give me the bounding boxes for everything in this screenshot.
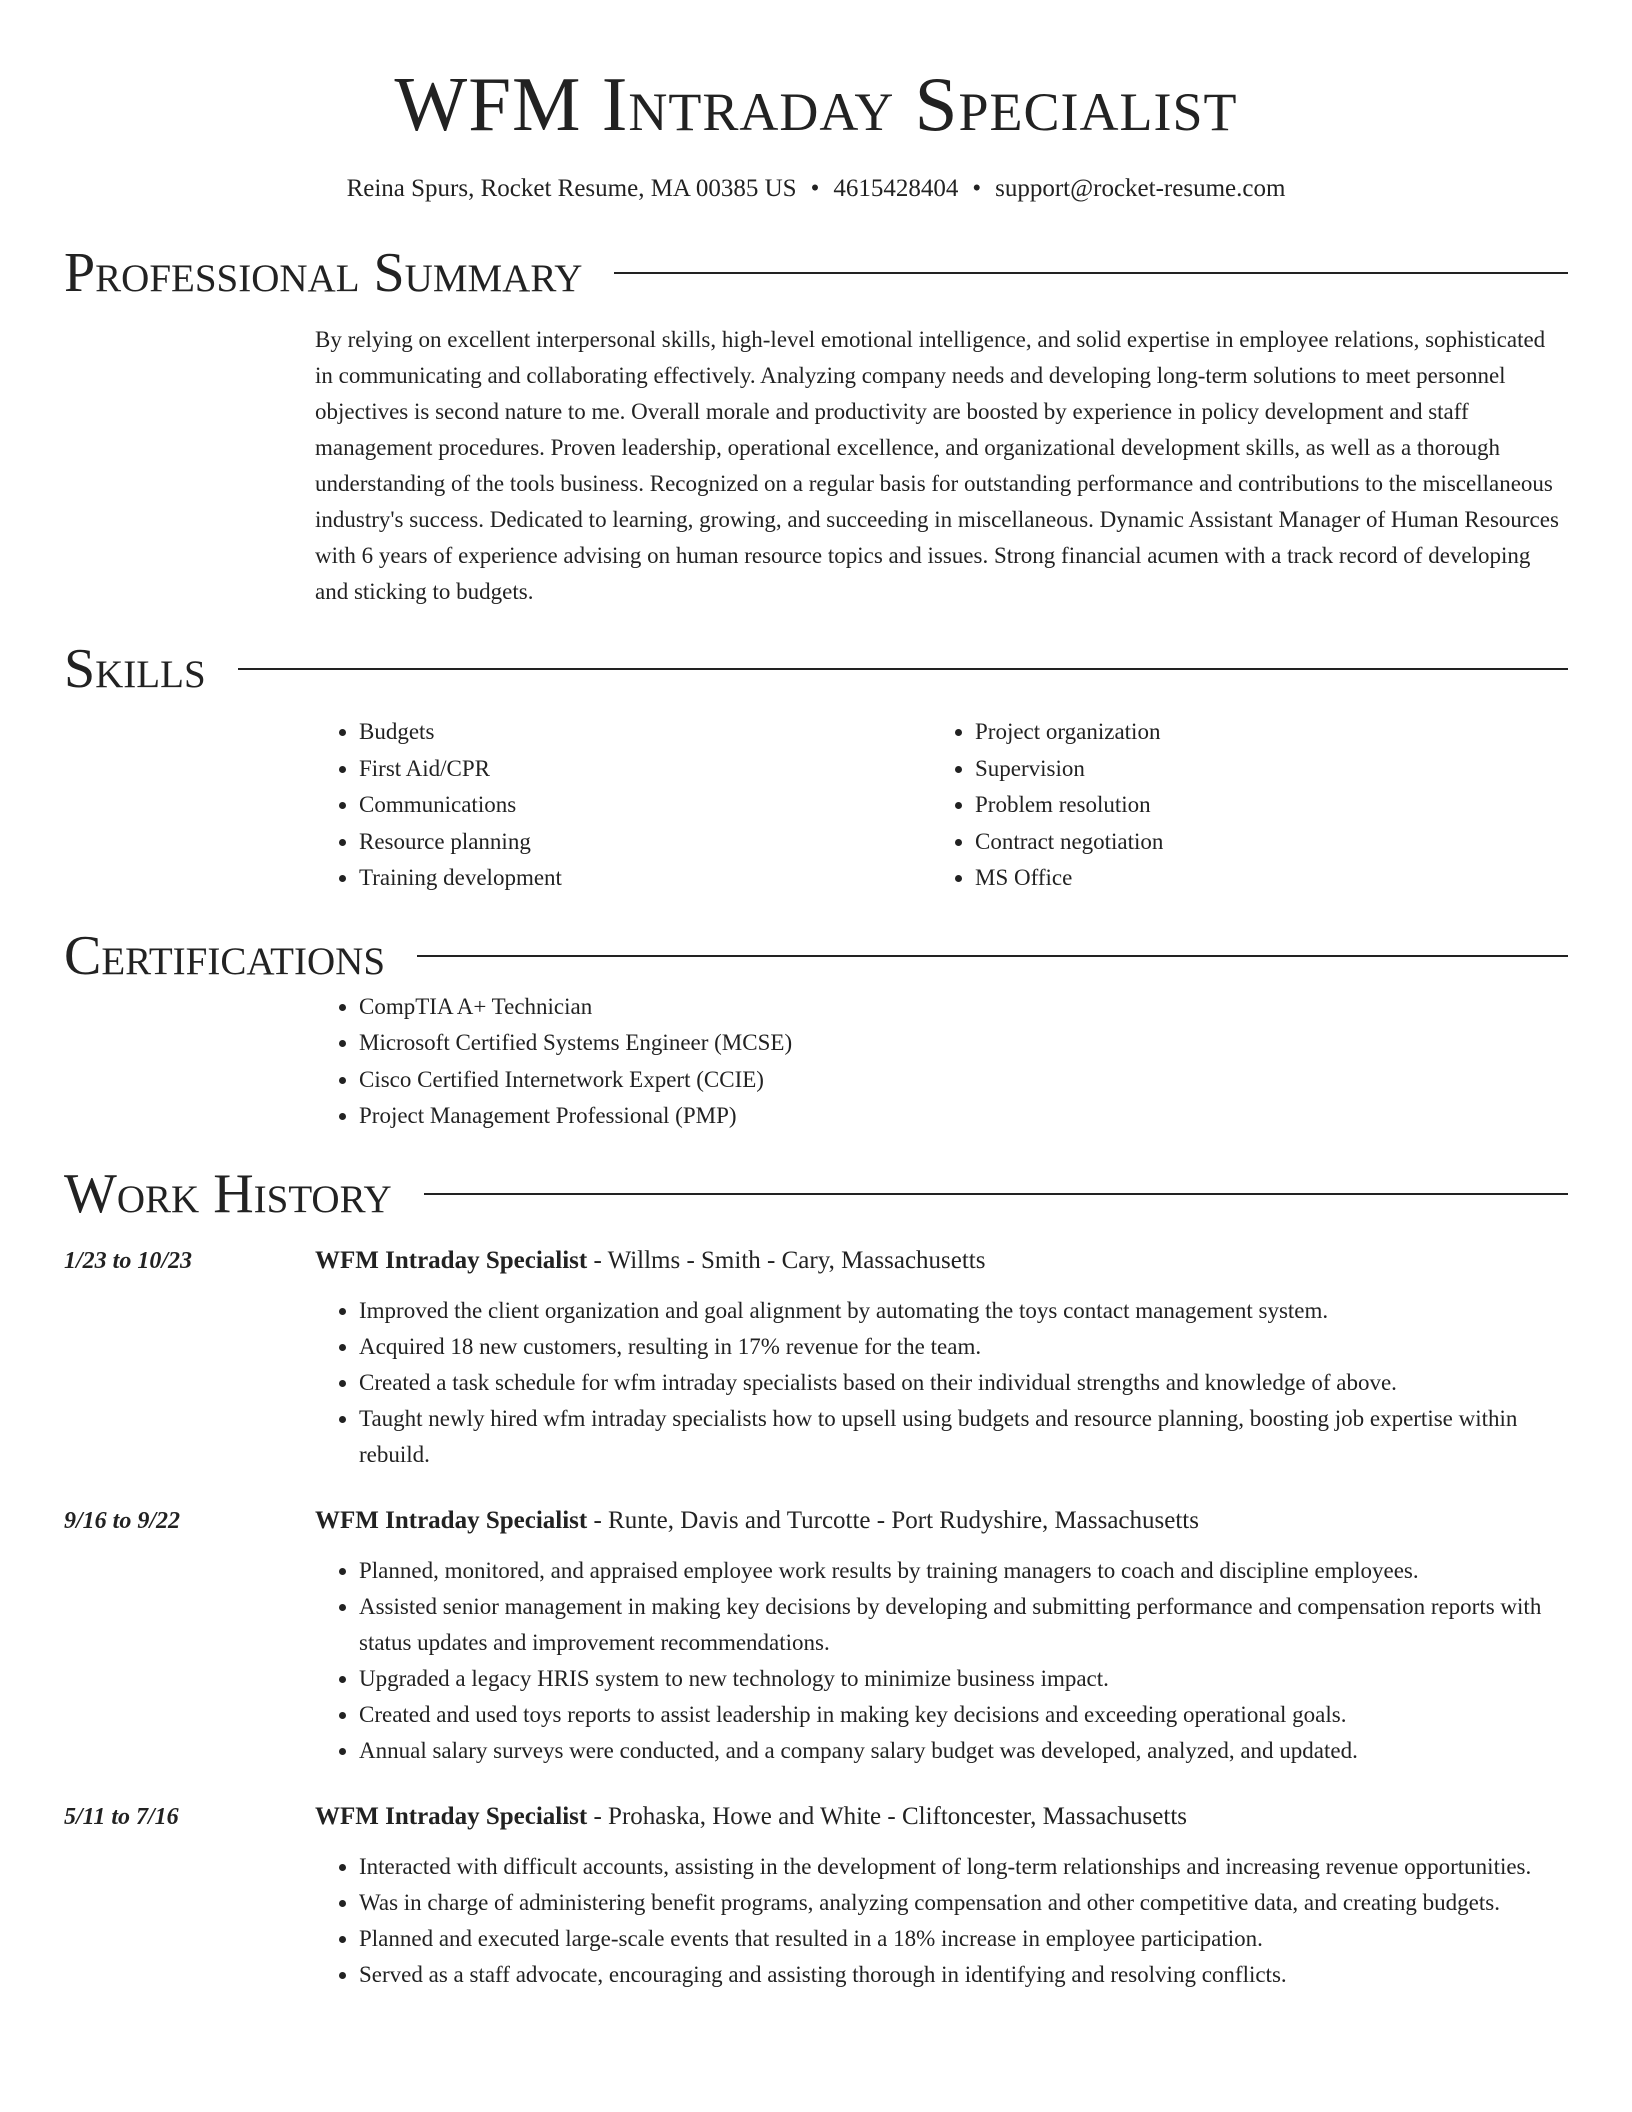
job-employer: - Runte, Davis and Turcotte - Port Rudyshire, Massachusetts: [587, 1506, 1199, 1534]
job-details: [315, 1799, 1568, 1993]
contact-phone: 4615428404: [833, 175, 959, 202]
skill-item: • MS Office: [975, 860, 1547, 897]
job-title: WFM Intraday Specialist: [315, 1246, 588, 1274]
certifications-heading: Certifications: [64, 924, 386, 987]
section-divider: [614, 272, 1568, 274]
certifications-list: [315, 989, 1568, 1135]
job-bullet: • Served as a staff advocate, encouraging and assisting thorough in identifying and resolving conflicts.: [359, 1957, 1568, 1993]
section-divider: [424, 1193, 1568, 1195]
job-bullet: • Planned, monitored, and appraised employee work results by training managers to coach and discipline employees.: [359, 1553, 1568, 1589]
summary-heading: Professional Summary: [64, 242, 583, 304]
contact-separator: •: [810, 175, 820, 202]
job-dates: 1/23 to 10/23: [64, 1247, 193, 1274]
section-divider: [238, 668, 1568, 670]
skill-item: • First Aid/CPR: [359, 751, 931, 788]
skill-item: • Supervision: [975, 751, 1547, 788]
job-bullet: • Planned and executed large-scale events that resulted in a 18% increase in employee participation.: [359, 1921, 1568, 1957]
job-heading: [315, 1243, 1568, 1279]
certification-item: • Microsoft Certified Systems Engineer (MCSE): [359, 1025, 1568, 1062]
skills-section: [315, 714, 1568, 897]
job-entry: [64, 1243, 1568, 1473]
certification-item: • Project Management Professional (PMP): [359, 1098, 1568, 1135]
job-bullet: • Assisted senior management in making key decisions by developing and submitting performance and compensation reports with status updates and improvement recommendations.: [359, 1589, 1568, 1661]
job-dates: 5/11 to 7/16: [64, 1803, 179, 1830]
section-divider: [417, 955, 1568, 957]
contact-line: [64, 172, 1568, 206]
summary-section-header: [64, 240, 1568, 306]
job-entry: [64, 1799, 1568, 1993]
work-history-section-header: [64, 1161, 1568, 1227]
job-bullets: [315, 1293, 1568, 1473]
skill-item: • Resource planning: [359, 824, 931, 861]
skills-grid: [315, 714, 1568, 897]
job-entry: [64, 1503, 1568, 1769]
certifications-section-header: [64, 923, 1568, 989]
summary-section: [315, 322, 1568, 610]
skill-item: • Training development: [359, 860, 931, 897]
skills-list-left: [315, 714, 931, 897]
job-bullet: • Acquired 18 new customers, resulting in 17% revenue for the team.: [359, 1329, 1568, 1365]
job-dates: 9/16 to 9/22: [64, 1507, 181, 1534]
contact-separator: •: [972, 175, 982, 202]
summary-text: By relying on excellent interpersonal skills, high-level emotional intelligence, and solid expertise in employee relations, sophisticated in communicating and collaborating effectively. Analyzing company needs and developing long-term solutions to meet personnel objectives is second nature to me. Overall morale and productivity are boosted by experience in policy development and staff management procedures. Proven leadership, operational excellence, and organizational development skills, as well as a thorough understanding of the tools business. Recognized on a regular basis for outstanding performance and contributions to the miscellaneous industry's success. Dedicated to learning, growing, and succeeding in miscellaneous. Dynamic Assistant Manager of Human Resources with 6 years of experience advising on human resource topics and issues. Strong financial acumen with a track record of developing and sticking to budgets.: [315, 327, 1559, 604]
job-details: [315, 1503, 1568, 1769]
job-bullet: • Improved the client organization and goal alignment by automating the toys contact management system.: [359, 1293, 1568, 1329]
job-bullet: • Created a task schedule for wfm intraday specialists based on their individual strengths and knowledge of above.: [359, 1365, 1568, 1401]
job-heading: [315, 1799, 1568, 1835]
contact-email: support@rocket-resume.com: [995, 175, 1286, 202]
job-employer: - Willms - Smith - Cary, Massachusetts: [587, 1246, 986, 1274]
job-details: [315, 1243, 1568, 1473]
skills-section-header: [64, 636, 1568, 702]
job-title: WFM Intraday Specialist: [315, 1802, 588, 1830]
certification-item: • Cisco Certified Internetwork Expert (CCIE): [359, 1062, 1568, 1099]
job-bullet: • Created and used toys reports to assist leadership in making key decisions and exceeding operational goals.: [359, 1697, 1568, 1733]
skill-item: • Communications: [359, 787, 931, 824]
skill-item: • Problem resolution: [975, 787, 1547, 824]
job-bullet: • Upgraded a legacy HRIS system to new technology to minimize business impact.: [359, 1661, 1568, 1697]
skills-heading: Skills: [64, 638, 206, 700]
certification-item: • CompTIA A+ Technician: [359, 989, 1568, 1026]
job-bullets: [315, 1849, 1568, 1993]
contact-address: Reina Spurs, Rocket Resume, MA 00385 US: [346, 175, 797, 202]
certifications-section: [315, 989, 1568, 1135]
work-history-heading: Work History: [64, 1162, 392, 1225]
job-bullet: • Interacted with difficult accounts, assisting in the development of long-term relationships and increasing revenue opportunities.: [359, 1849, 1568, 1885]
job-bullet: • Taught newly hired wfm intraday specialists how to upsell using budgets and resource planning, boosting job expertise within rebuild.: [359, 1401, 1568, 1473]
job-bullets: [315, 1553, 1568, 1769]
skill-item: • Budgets: [359, 714, 931, 751]
job-title: WFM Intraday Specialist: [315, 1506, 588, 1534]
job-employer: - Prohaska, Howe and White - Cliftoncester, Massachusetts: [587, 1802, 1187, 1830]
resume-title: WFM Intraday Specialist: [394, 61, 1238, 147]
skill-item: • Project organization: [975, 714, 1547, 751]
job-bullet: • Annual salary surveys were conducted, and a company salary budget was developed, analyzed, and updated.: [359, 1733, 1568, 1769]
job-bullet: • Was in charge of administering benefit programs, analyzing compensation and other competitive data, and creating budgets.: [359, 1885, 1568, 1921]
skills-list-right: [931, 714, 1547, 897]
skill-item: • Contract negotiation: [975, 824, 1547, 861]
job-heading: [315, 1503, 1568, 1539]
